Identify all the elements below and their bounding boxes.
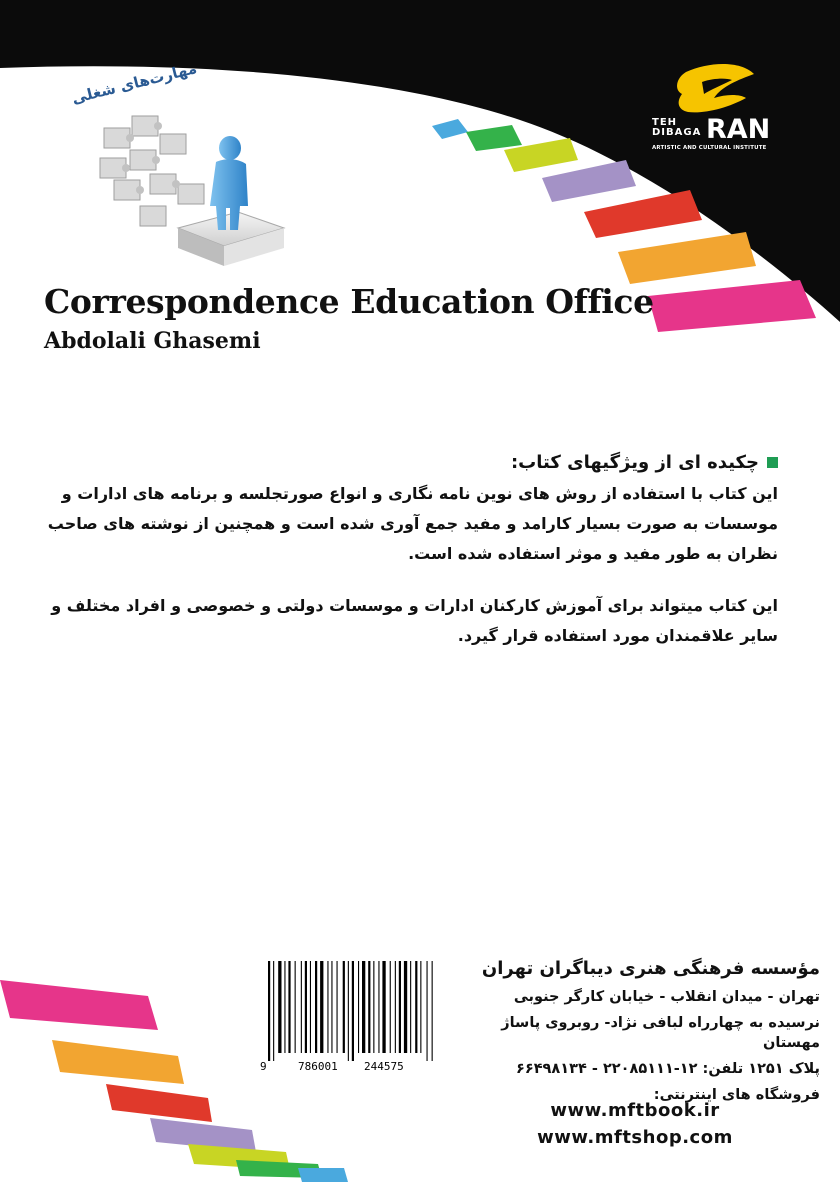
book-author: Abdolali Ghasemi: [44, 328, 261, 354]
isbn-barcode: [238, 955, 458, 1075]
logo-teh-text: TEH: [652, 117, 678, 128]
barcode-bar: [404, 961, 407, 1053]
book-title: Correspondence Education Office: [44, 282, 654, 321]
barcode-bar: [310, 961, 311, 1053]
barcode-bar: [382, 961, 385, 1053]
barcode-bar: [399, 961, 401, 1053]
logo-ran-text: RAN: [706, 114, 771, 145]
barcode-bar: [348, 961, 349, 1061]
logo-dibaga-text: DIBAGA: [652, 127, 702, 138]
barcode-bar: [358, 961, 359, 1053]
barcode-bar: [410, 961, 411, 1053]
url-mftshop[interactable]: www.mftshop.com: [537, 1127, 733, 1148]
barcode-bar: [432, 961, 433, 1061]
barcode-bar: [327, 961, 328, 1053]
color-tile-magenta: [648, 280, 816, 332]
summary-paragraph-2: این کتاب میتواند برای آموزش کارکنان ادارات و موسسات دولتی و خصوصی و افراد مختلف و سایر علاقمندان مورد استفاده قرار گیرد.: [51, 596, 778, 645]
barcode-bar: [301, 961, 302, 1053]
color-tile-orange: [618, 232, 756, 284]
url-mftbook[interactable]: www.mftbook.ir: [550, 1100, 720, 1121]
publisher-info: [470, 958, 820, 1111]
barcode-bar: [278, 961, 281, 1053]
color-tile-red: [106, 1084, 212, 1122]
series-title: مهارت‌های شغلی: [70, 59, 199, 108]
barcode-bar: [373, 961, 374, 1053]
publisher-address-line-3: پلاک ۱۲۵۱ تلفن: ۱۲-۲۲۰۸۵۱۱۱ - ۶۶۴۹۸۱۳۴: [516, 1061, 820, 1077]
summary-heading-text: چکیده ای از ویژگیهای کتاب:: [510, 452, 759, 473]
barcode-bar: [395, 961, 396, 1053]
puzzle-figure-illustration: [60, 88, 290, 268]
barcode-bar: [268, 961, 270, 1061]
book-summary: [30, 452, 778, 673]
summary-heading: [30, 452, 778, 473]
color-tile-blue: [432, 119, 468, 139]
color-tile-magenta: [0, 980, 158, 1030]
barcode-digit-lead: 9: [260, 1060, 267, 1073]
logo-subtitle: ARTISTIC AND CULTURAL INSTITUTE: [652, 145, 767, 151]
green-square-bullet-icon: [767, 457, 778, 468]
online-shops-label: فروشگاه های اینترنتی:: [653, 1087, 820, 1103]
summary-paragraph-1: این کتاب با استفاده از روش های نوین نامه نگاری و انواع صورتجلسه و برنامه های ادارات و موسسات به صورت بسیار کارامد و مفید جمع آوری شده است و همچنین از نوشته های صاحب نظران به طور مفید و موثر استفاده شده است.: [47, 484, 778, 563]
color-tile-green: [466, 125, 522, 151]
publisher-urls: [490, 1100, 780, 1154]
barcode-bar: [273, 961, 274, 1061]
barcode-bar: [343, 961, 345, 1053]
color-tile-lilac: [542, 160, 636, 202]
barcode-bar: [284, 961, 285, 1053]
barcode-bar: [362, 961, 365, 1053]
color-tile-red: [584, 190, 702, 238]
publisher-address-line-1: تهران - میدان انقلاب - خیابان کارگر جنوبی: [513, 989, 820, 1005]
publisher-address-line-2: نرسیده به چهارراه لبافی نژاد- روبروی پاساژ مهستان: [501, 1015, 820, 1051]
barcode-bar: [305, 961, 307, 1053]
barcode-bar: [368, 961, 370, 1053]
barcode-bar: [295, 961, 296, 1053]
barcode-bar: [337, 961, 338, 1053]
color-tile-orange: [52, 1040, 184, 1084]
barcode-group-2: 244575: [364, 1060, 404, 1073]
barcode-bar: [320, 961, 323, 1053]
barcode-bar: [352, 961, 354, 1061]
barcode-bar: [420, 961, 421, 1053]
color-tile-blue: [298, 1168, 348, 1182]
publisher-name: مؤسسه فرهنگی هنری دیباگران تهران: [481, 958, 820, 979]
barcode-bar: [288, 961, 290, 1053]
barcode-bar: [415, 961, 417, 1053]
barcode-bar: [427, 961, 428, 1061]
barcode-group-1: 786001: [298, 1060, 338, 1073]
barcode-bar: [331, 961, 332, 1053]
barcode-bar: [390, 961, 391, 1053]
barcode-bar: [378, 961, 379, 1053]
barcode-bar: [315, 961, 317, 1053]
